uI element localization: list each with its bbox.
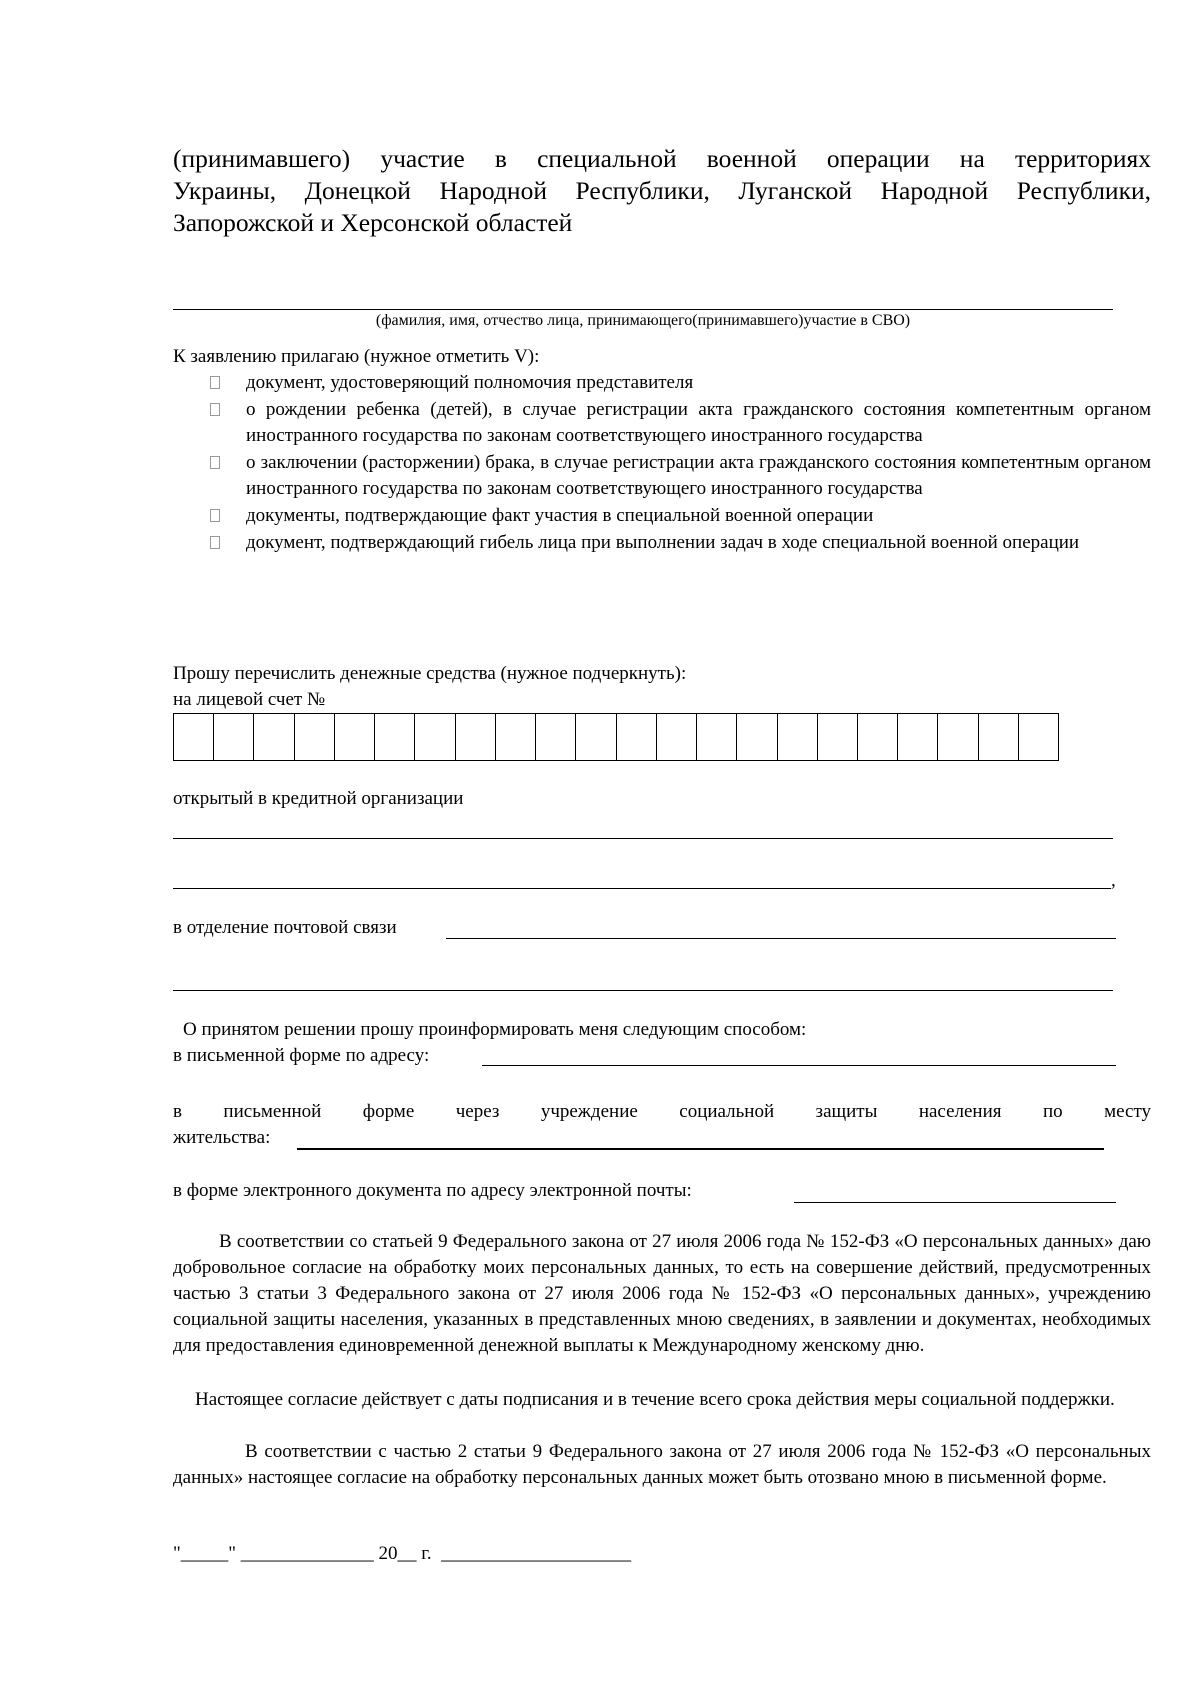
account-digit-cell[interactable]: [375, 714, 415, 760]
attachment-label: документ, подтверждающий гибель лица при выполнении задач в ходе специальной военной операции: [246, 532, 1080, 553]
checkbox[interactable]: [210, 456, 220, 469]
account-digit-cell[interactable]: [295, 714, 335, 760]
application-form-page: [173, 0, 1151, 1697]
notify-by-mail-label: в письменной форме по адресу:: [173, 1045, 430, 1066]
checkbox[interactable]: [210, 536, 220, 549]
account-digit-cell[interactable]: [938, 714, 978, 760]
full-name-caption: (фамилия, имя, отчество лица, принимающего(принимавшего)участие в СВО): [375, 312, 911, 329]
account-digit-cell[interactable]: [174, 714, 214, 760]
intro-line-1: (принимавшего) участие в специальной военной операции на территориях: [173, 144, 1151, 173]
account-digit-cell[interactable]: [657, 714, 697, 760]
bank-name-field-2[interactable]: [173, 888, 1111, 889]
attachment-item[interactable]: [210, 397, 1151, 449]
post-office-field-2[interactable]: [173, 990, 1113, 991]
account-digit-cell[interactable]: [778, 714, 818, 760]
bank-label: открытый в кредитной организации: [173, 788, 464, 809]
notify-email-label: в форме электронного документа по адресу электронной почты:: [173, 1180, 692, 1201]
attachments-heading: К заявлению прилагаю (нужное отметить V):: [173, 346, 540, 367]
account-digit-cell[interactable]: [496, 714, 536, 760]
account-digit-cell[interactable]: [737, 714, 777, 760]
account-digit-cell[interactable]: [536, 714, 576, 760]
account-digit-cell[interactable]: [456, 714, 496, 760]
email-address-field[interactable]: [794, 1202, 1116, 1203]
notify-social-line-2: жительства:: [173, 1127, 271, 1148]
account-digit-cell[interactable]: [335, 714, 375, 760]
attachment-label: о заключении (расторжении) брака, в случае регистрации акта гражданского состояния компетентным органом иностранного государства по законам соответствующего иностранного государства: [246, 452, 1151, 499]
attachment-item[interactable]: [210, 530, 1151, 556]
attachment-label: о рождении ребенка (детей), в случае регистрации акта гражданского состояния компетентным органом иностранного государства по законам соответствующего иностранного государства: [246, 399, 1151, 446]
account-digit-cell[interactable]: [697, 714, 737, 760]
checkbox[interactable]: [210, 403, 220, 416]
intro-line-3: Запорожской и Херсонской областей: [173, 208, 573, 237]
account-digit-cell[interactable]: [214, 714, 254, 760]
account-digit-cell[interactable]: [576, 714, 616, 760]
attachment-label: документ, удостоверяющий полномочия представителя: [246, 372, 694, 393]
account-digit-cell[interactable]: [898, 714, 938, 760]
consent-paragraph-1: В соответствии со статьей 9 Федерального закона от 27 июля 2006 года № 152-ФЗ «О персональных данных» даю добровольное согласие на обработку моих персональных данных, то есть на совершение действий, предусмотренных частью 3 статьи 3 Федерального закона от 27 июля 2006 года № 152-ФЗ «О персональных данных», учреждению социальной защиты населения, указанных в представленных мною сведениях, в заявлении и документах, необходимых для предоставления единовременной денежной выплаты к Международному женскому дню.: [173, 1231, 1151, 1356]
consent-paragraph-2: Настоящее согласие действует с даты подписания и в течение всего срока действия меры социальной поддержки.: [195, 1389, 1115, 1410]
notify-social-line-1: в письменной форме через учреждение социальной защиты населения по месту: [173, 1101, 1151, 1122]
attachment-item[interactable]: [210, 370, 1151, 396]
bank-name-field[interactable]: [173, 838, 1113, 839]
attachments-list: [210, 370, 1151, 557]
intro-text: [173, 143, 1151, 239]
payment-heading: Прошу перечислить денежные средства (нужное подчеркнуть):: [173, 663, 687, 684]
checkbox[interactable]: [210, 376, 220, 389]
account-digit-cell[interactable]: [858, 714, 898, 760]
consent-paragraph-3: В соответствии с частью 2 статьи 9 Федерального закона от 27 июля 2006 года № 152-ФЗ «О персональных данных» настоящее согласие на обработку персональных данных может быть отозвано мною в письменной форме.: [173, 1441, 1151, 1488]
notify-heading: О принятом решении прошу проинформировать меня следующим способом:: [183, 1019, 807, 1040]
account-number-grid[interactable]: [173, 713, 1059, 761]
intro-line-2: Украины, Донецкой Народной Республики, Луганской Народной Республики,: [173, 176, 1151, 205]
account-digit-cell[interactable]: [617, 714, 657, 760]
bank-line-comma: ,: [1111, 870, 1116, 891]
social-institution-field[interactable]: [297, 1148, 1104, 1150]
checkbox[interactable]: [210, 509, 220, 522]
account-digit-cell[interactable]: [254, 714, 294, 760]
account-digit-cell[interactable]: [979, 714, 1019, 760]
attachment-item[interactable]: [210, 450, 1151, 502]
account-digit-cell[interactable]: [1019, 714, 1059, 760]
attachment-label: документы, подтверждающие факт участия в специальной военной операции: [246, 505, 874, 526]
account-digit-cell[interactable]: [818, 714, 858, 760]
full-name-field[interactable]: [173, 309, 1113, 310]
mail-address-field[interactable]: [482, 1065, 1116, 1066]
post-office-label: в отделение почтовой связи: [173, 917, 397, 938]
date-signature-line[interactable]: "_____" ______________ 20__ г. ____________________: [173, 1543, 632, 1564]
attachment-item[interactable]: [210, 503, 1151, 529]
post-office-field[interactable]: [446, 938, 1116, 939]
account-digit-cell[interactable]: [415, 714, 455, 760]
account-label: на лицевой счет №: [173, 689, 326, 710]
